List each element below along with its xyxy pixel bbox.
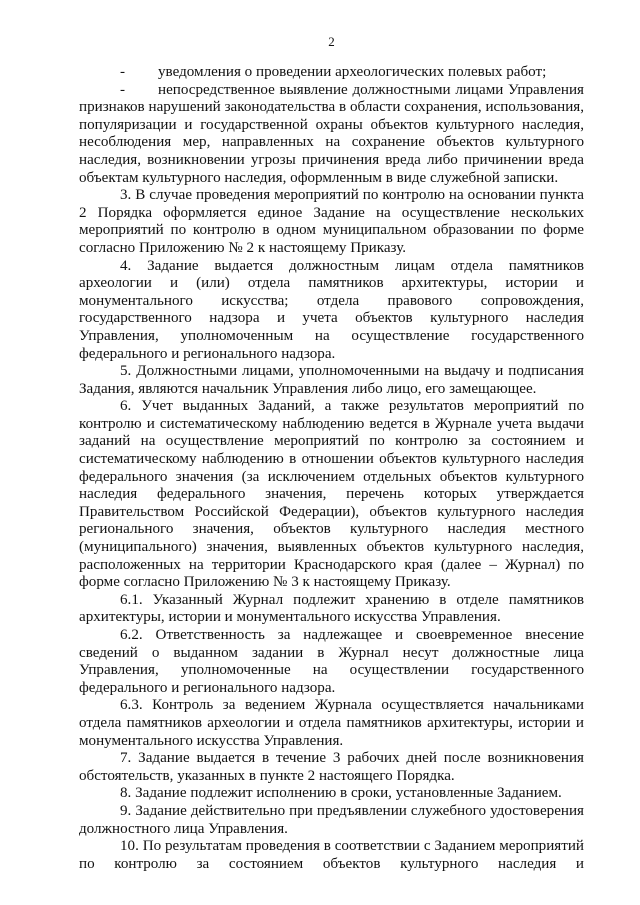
bullet-dash: - [120,64,126,80]
bullet-item [79,64,584,82]
bullet-text: непосредственное выявление должностными лицами Управления признаков нарушений законодательства в области сохранения, использования, популяризации и государственной охраны объектов культурного наследия, несоблюдения мер, направленных на сохранение объектов культурного наследия, возникновении угрозы причинения вреда либо причинении вреда объектам культурного наследия, оформленным в виде служебной записки. [79,81,584,186]
paragraph-5: 5. Должностными лицами, уполномоченными на выдачу и подписания Задания, являются начальник Управления либо лицо, его замещающее. [79,363,584,397]
document-body [79,64,584,873]
paragraph-7: 7. Задание выдается в течение 3 рабочих дней после возникновения обстоятельств, указанных в пункте 2 настоящего Порядка. [79,750,584,784]
page-number: 2 [328,34,335,49]
paragraph-6-1: 6.1. Указанный Журнал подлежит хранению в отделе памятников архитектуры, истории и монументального искусства Управления. [79,591,584,626]
paragraph-9: 9. Задание действительно при предъявлении служебного удостоверения должностного лица Управления. [79,802,584,837]
paragraph-8: 8. Задание подлежит исполнению в сроки, установленные Заданием. [120,785,562,802]
paragraph-6-3: 6.3. Контроль за ведением Журнала осуществляется начальниками отдела памятников археологии и отдела памятников архитектуры, истории и монументального искусства Управления. [79,697,584,749]
paragraph-6-2: 6.2. Ответственность за надлежащее и своевременное внесение сведений о выданном задании в Журнал несут должностные лица Управления, уполномоченные на осуществлении государственного федерального и регионального надзора. [79,627,584,696]
bullet-text: уведомления о проведении археологических полевых работ; [158,64,547,80]
paragraph-10: 10. По результатам проведения в соответствии с Заданием мероприятий по контролю за состоянием объектов культурного наследия и [79,838,584,872]
bullet-item [79,82,584,188]
bullet-dash: - [120,81,126,98]
paragraph-4: 4. Задание выдается должностным лицам отдела памятников археологии и (или) отдела памятников архитектуры, истории и монументального искусства; отдела правового сопровождения, государственного надзора и учета объектов культурного наследия Управления, уполномоченным на осуществление государственного федерального и регионального надзора. [79,257,584,362]
paragraph-6: 6. Учет выданных Заданий, а также результатов мероприятий по контролю и систематическому наблюдению ведется в Журнале учета выдачи заданий на осуществление мероприятий по контролю за состоянием и систематическому наблюдению в отношении объектов культурного наследия федерального значения (за исключением отдельных объектов культурного наследия федерального значения, перечень которых утверждается Правительством Российской Федерации), объектов культурного наследия регионального значения, объектов культурного наследия местного (муниципального) значения, выявленных объектов культурного наследия, расположенных на территории Краснодарского края (далее – Журнал) по форме согласно Приложению № 3 к настоящему Приказу. [79,398,584,591]
paragraph-3: 3. В случае проведения мероприятий по контролю на основании пункта 2 Порядка оформляется единое Задание на осуществление нескольких мероприятий по контролю в одном муниципальном образовании по форме согласно Приложению № 2 к настоящему Приказу. [79,187,584,256]
